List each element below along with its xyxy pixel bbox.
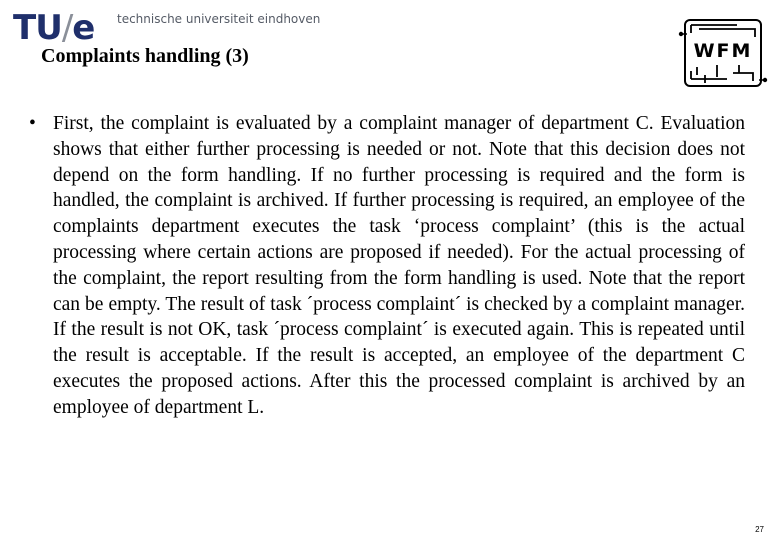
institution-name: technische universiteit eindhoven	[117, 12, 321, 26]
wfm-logo-label: WFM	[693, 40, 753, 62]
tue-logo-e: e	[72, 8, 95, 48]
slide-content	[29, 111, 745, 421]
tue-logo-slash: /	[61, 8, 73, 48]
bullet-item	[29, 111, 745, 421]
wfm-logo-icon	[677, 17, 769, 91]
bullet-glyph: •	[29, 113, 36, 134]
page-title: Complaints handling (3)	[41, 45, 249, 67]
page-number: 27	[755, 525, 764, 534]
wfm-logo-graphic	[677, 17, 769, 91]
tue-logo-mark	[13, 8, 94, 48]
tue-logo-tu: TU	[13, 8, 62, 48]
bullet-text: First, the complaint is evaluated by a complaint manager of department C. Evaluation shows that either further processing is needed or not. Note that this decision does not depend on the form handling. If no further processing is required and the form is handled, the complaint is archived. If further processing is required, an employee of the complaints department executes the task ‘process complaint’ (this is the actual processing where certain actions are proposed if needed). For the actual processing of the complaint, the report resulting from the form handling is used. Note that the report can be empty. The result of task ´process complaint´ is checked by a complaint manager. If the result is not OK, task ´process complaint´ is executed again. This is repeated until the result is acceptable. If the result is accepted, an employee of the department C executes the proposed actions. After this the processed complaint is archived by an employee of department L.	[53, 113, 745, 418]
